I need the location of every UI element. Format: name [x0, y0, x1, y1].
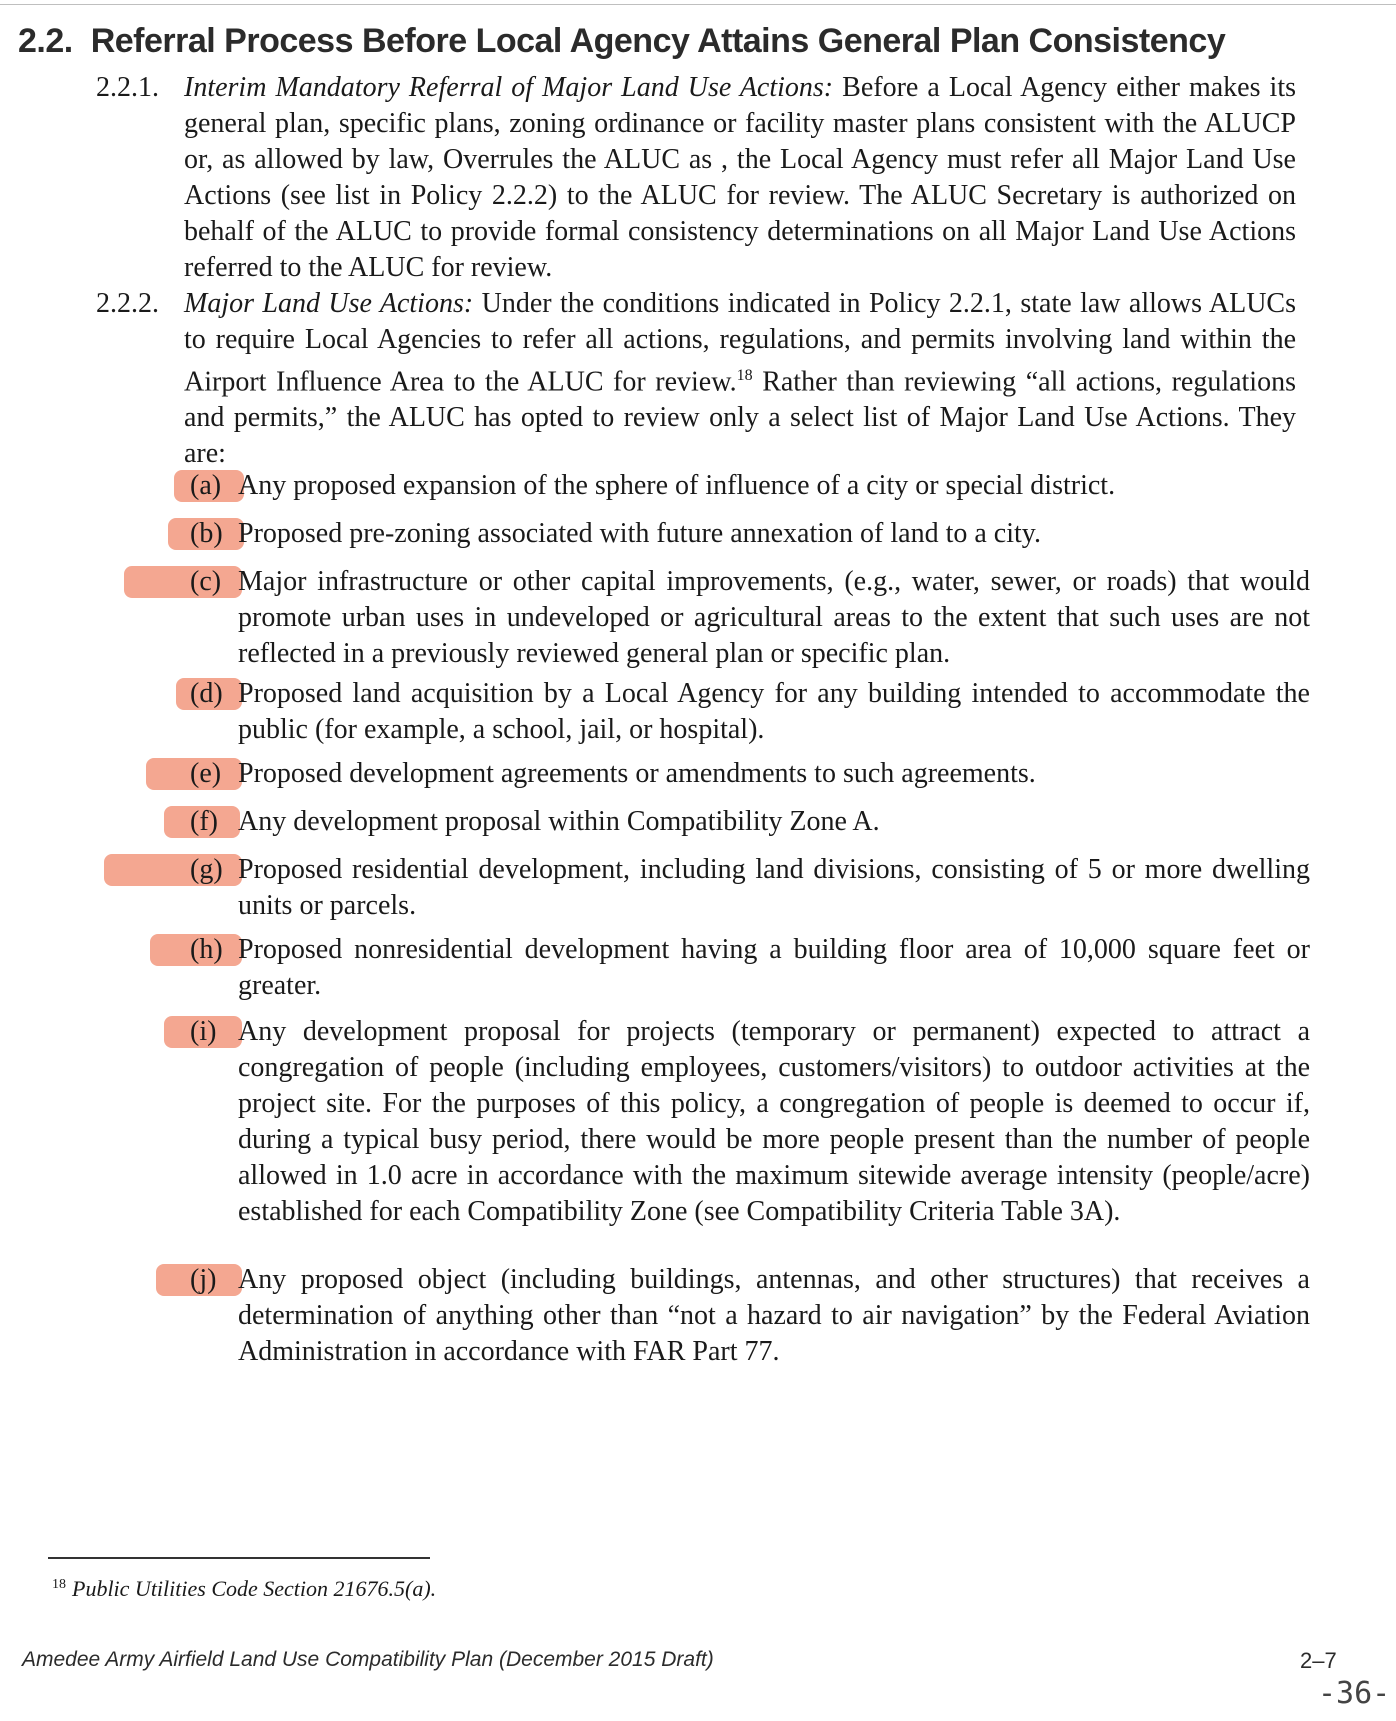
item-label: (e) [190, 758, 222, 789]
footer-document-title: Amedee Army Airfield Land Use Compatibility Plan (December 2015 Draft) [22, 1648, 714, 1671]
list-item-d [190, 676, 1310, 748]
policy-number: 2.2.2. [96, 288, 159, 319]
item-text: Proposed development agreements or amendments to such agreements. [238, 758, 1036, 789]
policy-2-2-2 [96, 286, 1296, 472]
top-rule [0, 4, 1396, 5]
item-label: (a) [190, 470, 222, 501]
policy-title: Interim Mandatory Referral of Major Land Use Actions: [184, 72, 834, 103]
item-text: Any development proposal for projects (temporary or permanent) expected to attract a congregation of people (including employees, customers/visitors) to outdoor activities at the project site. For the purposes of this policy, a congregation of people is deemed to occur if, during a typical busy period, there would be more people present than the number of people allowed in 1.0 acre in accordance with the maximum sitewide average intensity (people/acre) established for each Compatibility Zone (see Compatibility Criteria Table 3A). [238, 1016, 1310, 1227]
footnote [52, 1576, 436, 1602]
policy-text [184, 286, 1296, 472]
policy-text [184, 70, 1296, 286]
item-label: (g) [190, 854, 223, 885]
policy-body: Before a Local Agency either makes its general plan, specific plans, zoning ordinance or facility master plans consistent with the ALUCP or, as allowed by law, Overrules the ALUC as , the Local Agency must refer all Major Land Use Actions (see list in Policy 2.2.2) to the ALUC for review. The ALUC Secretary is authorized on behalf of the ALUC to provide formal consistency determinations on all Major Land Use Actions referred to the ALUC for review. [184, 72, 1296, 283]
item-label: (j) [190, 1264, 217, 1295]
section-number: 2.2. [18, 22, 73, 60]
footnote-reference: 18 [736, 367, 753, 384]
footer-page-number: 2–7 [1300, 1648, 1337, 1673]
list-item-h [190, 932, 1310, 1004]
list-item-j [190, 1262, 1310, 1370]
item-text: Major infrastructure or other capital improvements, (e.g., water, sewer, or roads) that would promote urban uses in undeveloped or agricultural areas to the extent that such uses are not reflected in a previously reviewed general plan or specific plan. [238, 566, 1310, 669]
item-text: Proposed pre-zoning associated with future annexation of land to a city. [238, 518, 1041, 549]
section-heading [18, 22, 1225, 61]
item-label: (f) [190, 806, 218, 837]
item-label: (h) [190, 934, 223, 965]
footnote-text: Public Utilities Code Section 21676.5(a). [72, 1576, 437, 1601]
policy-2-2-1 [96, 70, 1296, 286]
policy-title: Major Land Use Actions: [184, 288, 474, 319]
item-label: (i) [190, 1016, 217, 1047]
item-label: (c) [190, 566, 222, 597]
list-item-c [190, 564, 1310, 672]
footnote-number: 18 [52, 1576, 66, 1592]
footnote-divider [48, 1557, 430, 1559]
handwritten-page-stamp: -36- [1318, 1676, 1391, 1711]
list-item-b [190, 516, 1310, 552]
list-item-i [190, 1014, 1310, 1230]
item-text: Any proposed expansion of the sphere of influence of a city or special district. [238, 470, 1116, 501]
list-item-e [190, 756, 1310, 792]
item-text: Proposed land acquisition by a Local Agency for any building intended to accommodate the public (for example, a school, jail, or hospital). [238, 678, 1310, 745]
section-title: Referral Process Before Local Agency Attains General Plan Consistency [90, 22, 1226, 60]
list-item-f [190, 804, 1310, 840]
policy-number: 2.2.1. [96, 72, 159, 103]
list-item-g [190, 852, 1310, 924]
policy-body-continued: Rather than reviewing “all actions, regulations and permits,” the ALUC has opted to review only a select list of Major Land Use Actions. They are: [184, 366, 1296, 470]
item-text: Proposed nonresidential development having a building floor area of 10,000 square feet or greater. [238, 934, 1310, 1001]
item-label: (d) [190, 678, 223, 709]
item-label: (b) [190, 518, 223, 549]
item-text: Any development proposal within Compatibility Zone A. [238, 806, 880, 837]
list-item-a [190, 468, 1310, 504]
policy-body: Under the conditions indicated in Policy 2.2.1, state law allows ALUCs to require Local Agencies to refer all actions, regulations, and permits involving land within the Airport Influence Area to the ALUC for review. [184, 288, 1297, 398]
item-text: Any proposed object (including buildings, antennas, and other structures) that receives a determination of anything other than “not a hazard to air navigation” by the Federal Aviation Administration in accordance with FAR Part 77. [238, 1264, 1310, 1367]
item-text: Proposed residential development, including land divisions, consisting of 5 or more dwelling units or parcels. [238, 854, 1310, 921]
